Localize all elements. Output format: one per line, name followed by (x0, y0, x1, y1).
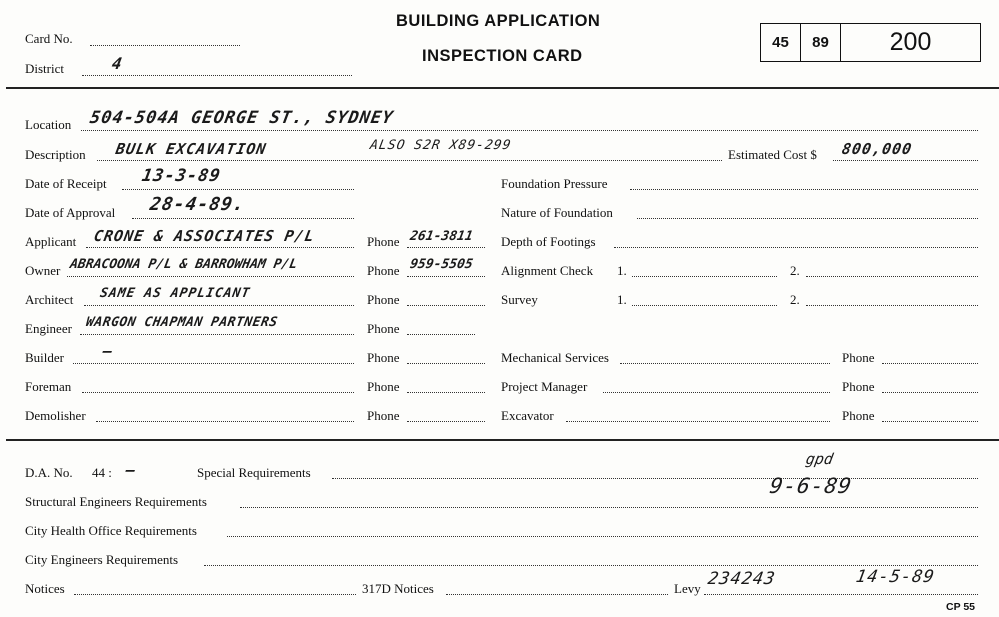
card-no-line (90, 45, 240, 46)
city-health-line (227, 536, 978, 537)
district-value: 4 (110, 54, 125, 73)
special-requirements-label: Special Requirements (197, 465, 311, 480)
date-of-approval-line (132, 218, 354, 219)
architect-label: Architect (25, 292, 74, 307)
excavator-line (566, 421, 830, 422)
project-manager-phone-line (882, 392, 978, 393)
location-value: 504-504A GEORGE ST., SYDNEY (88, 108, 396, 128)
alignment-check-line-1 (632, 276, 777, 277)
city-health-label: City Health Office Requirements (25, 523, 197, 538)
levy-date: 14-5-89 (854, 567, 937, 587)
engineer-value: WARGON CHAPMAN PARTNERS (84, 315, 279, 330)
builder-line (73, 363, 354, 364)
engineer-phone-label: Phone (367, 321, 400, 336)
foreman-label: Foreman (25, 379, 72, 394)
date-of-approval-value: 28-4-89. (148, 194, 247, 215)
survey-label: Survey (501, 292, 538, 307)
owner-phone-value: 959-5505 (408, 257, 475, 272)
engineer-line (80, 334, 354, 335)
da-no-prefix: 44 : (92, 465, 112, 480)
depth-of-footings-label: Depth of Footings (501, 234, 596, 249)
notices-line (74, 594, 356, 595)
date-of-approval-label: Date of Approval (25, 205, 116, 220)
demolisher-phone-line (407, 421, 485, 422)
foreman-line (82, 392, 354, 393)
district-line (82, 75, 352, 76)
owner-phone-label: Phone (367, 263, 400, 278)
form-code: CP 55 (946, 601, 975, 613)
excavator-phone-label: Phone (842, 408, 875, 423)
notices-label: Notices (25, 581, 65, 596)
architect-phone-label: Phone (367, 292, 400, 307)
number-box-45: 45 (760, 23, 801, 62)
builder-phone-line (407, 363, 485, 364)
alignment-check-2: 2. (790, 263, 800, 278)
estimated-cost-line (833, 160, 978, 161)
location-line (81, 130, 978, 131)
applicant-phone-line (407, 247, 485, 248)
owner-line (67, 276, 354, 277)
divider-top (6, 87, 999, 89)
notices-317d-line (446, 594, 668, 595)
structural-engineers-label: Structural Engineers Requirements (25, 494, 207, 509)
levy-label: Levy (674, 581, 701, 596)
description-line (97, 160, 722, 161)
number-box-89: 89 (800, 23, 841, 62)
architect-value: SAME AS APPLICANT (98, 286, 252, 301)
demolisher-phone-label: Phone (367, 408, 400, 423)
special-requirements-line (332, 478, 978, 479)
builder-phone-label: Phone (367, 350, 400, 365)
description-note: ALSO S2R X89-299 (368, 138, 513, 153)
excavator-phone-line (882, 421, 978, 422)
depth-of-footings-line (614, 247, 978, 248)
engineer-label: Engineer (25, 321, 72, 336)
survey-line-1 (632, 305, 777, 306)
owner-value: ABRACOONA P/L & BARROWHAM P/L (68, 257, 299, 272)
levy-value: 234243 (706, 569, 778, 589)
mechanical-services-phone-line (882, 363, 978, 364)
number-box-200: 200 (840, 23, 981, 62)
date-of-receipt-label: Date of Receipt (25, 176, 107, 191)
engineer-phone-line (407, 334, 475, 335)
card-no-label: Card No. (25, 31, 73, 46)
applicant-line (86, 247, 354, 248)
alignment-check-1: 1. (617, 263, 627, 278)
demolisher-label: Demolisher (25, 408, 86, 423)
owner-label: Owner (25, 263, 61, 278)
builder-value: – (101, 342, 115, 360)
estimated-cost-value: 800,000 (840, 140, 914, 158)
structural-engineers-line (240, 507, 978, 508)
estimated-cost-label: Estimated Cost $ (728, 147, 817, 162)
foreman-phone-line (407, 392, 485, 393)
demolisher-line (96, 421, 354, 422)
alignment-check-line-2 (806, 276, 978, 277)
district-label: District (25, 61, 64, 76)
divider-middle (6, 439, 999, 441)
mechanical-services-label: Mechanical Services (501, 350, 609, 365)
title-building-application: BUILDING APPLICATION (396, 12, 601, 30)
da-no-label: D.A. No. (25, 465, 73, 480)
applicant-phone-value: 261-3811 (408, 229, 475, 244)
applicant-phone-label: Phone (367, 234, 400, 249)
mechanical-services-line (620, 363, 830, 364)
da-no-value: — (124, 461, 138, 479)
foreman-phone-label: Phone (367, 379, 400, 394)
project-manager-phone-label: Phone (842, 379, 875, 394)
excavator-label: Excavator (501, 408, 554, 423)
mechanical-services-phone-label: Phone (842, 350, 875, 365)
notices-317d-label: 317D Notices (362, 581, 434, 596)
description-label: Description (25, 147, 86, 162)
city-engineers-label: City Engineers Requirements (25, 552, 179, 567)
title-inspection-card: INSPECTION CARD (422, 47, 583, 65)
applicant-value: CRONE & ASSOCIATES P/L (92, 227, 317, 245)
survey-2: 2. (790, 292, 800, 307)
applicant-label: Applicant (25, 234, 77, 249)
foundation-pressure-line (630, 189, 978, 190)
special-requirements-date: 9-6-89 (767, 474, 854, 498)
architect-line (84, 305, 354, 306)
location-label: Location (25, 117, 72, 132)
nature-of-foundation-label: Nature of Foundation (501, 205, 613, 220)
date-of-receipt-value: 13-3-89 (140, 166, 223, 186)
owner-phone-line (407, 276, 485, 277)
survey-line-2 (806, 305, 978, 306)
city-engineers-line (204, 565, 978, 566)
architect-phone-line (407, 305, 485, 306)
nature-of-foundation-line (637, 218, 978, 219)
description-value: BULK EXCAVATION (114, 140, 269, 158)
special-requirements-initials: gpd (804, 450, 835, 468)
builder-label: Builder (25, 350, 64, 365)
date-of-receipt-line (122, 189, 354, 190)
project-manager-label: Project Manager (501, 379, 588, 394)
survey-1: 1. (617, 292, 627, 307)
foundation-pressure-label: Foundation Pressure (501, 176, 608, 191)
project-manager-line (603, 392, 830, 393)
alignment-check-label: Alignment Check (501, 263, 594, 278)
levy-line (704, 594, 978, 595)
